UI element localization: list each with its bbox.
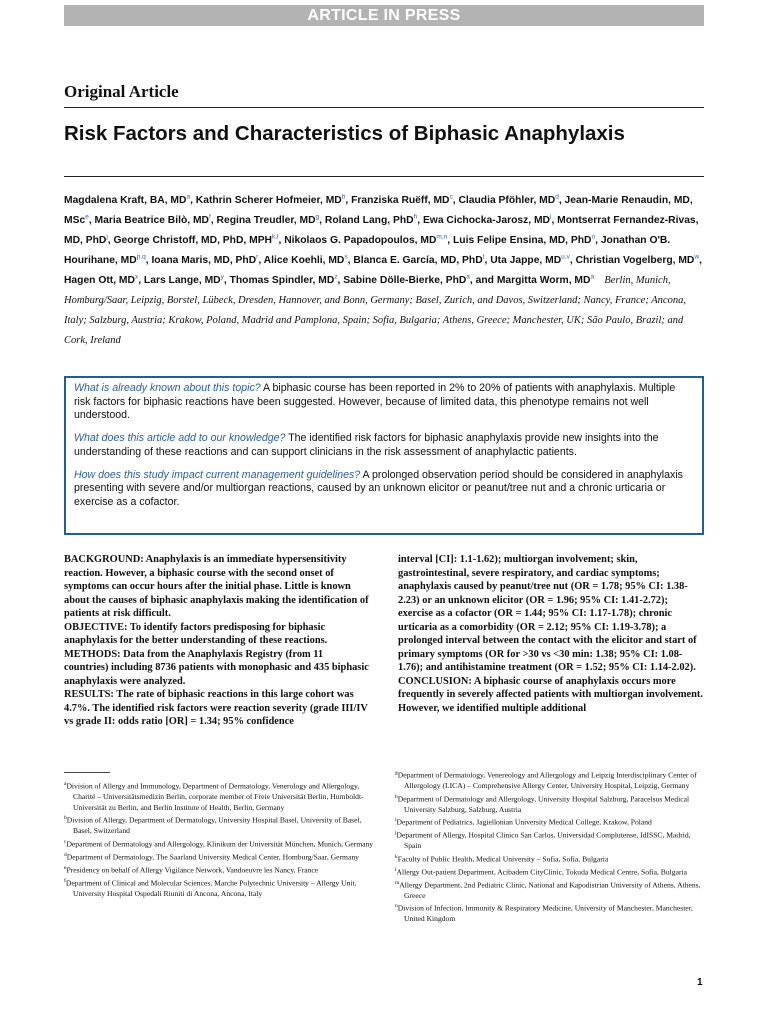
footnote-text: Department of Pediatrics, Jagiellonian University Medical College, Krakow, Poland [396, 817, 652, 827]
affiliation-footnote [395, 792, 709, 816]
header-rule [64, 107, 704, 108]
author-affiliation-marker: d [555, 193, 559, 201]
key-points-box [64, 376, 704, 535]
author-name: Sabine Dölle-Bierke, PhD [343, 275, 467, 286]
author-affiliation-marker: m,n [436, 233, 448, 241]
footnote-marker: n [395, 903, 398, 910]
author-affiliation-marker: i [549, 213, 552, 221]
author-name: Maria Beatrice Bilò, MD [94, 215, 209, 226]
abstract-conclusion: CONCLUSION: A biphasic course of anaphylaxis occurs more frequently in severely affected patients with multiorgan involvement. However, we identified multiple additional [398, 675, 703, 714]
page-number: 1 [697, 977, 703, 988]
footnote-marker: a [64, 781, 67, 787]
abstract-objective: OBJECTIVE: To identify factors predisposing for biphasic anaphylaxis for the better understanding of these reactions. [64, 621, 328, 646]
affiliation-footnote [395, 828, 709, 852]
footnotes-right [395, 768, 709, 925]
author-affiliation-marker: s [344, 253, 348, 261]
footnote-text: Department of Dermatology, Venereology and Allergology and Leipzig Interdisciplinary Center of Allergology (LICA) – Comprehensive Allergy Center, University Hospital, Leipzig, Germany [397, 770, 697, 791]
footnote-text: Division of Allergy, Department of Dermatology, University Hospital Basel, University of Basel, Basel, Switzerland [66, 815, 362, 836]
author-affiliation-marker: z [334, 273, 338, 281]
author-affiliation-marker: a [186, 193, 191, 201]
key-point-1 [74, 382, 694, 423]
title-rule [64, 176, 704, 177]
author-affiliation-marker: r [256, 253, 259, 261]
footnote-text: Division of Allergy and Immunology, Department of Dermatology, Venerology and Allergology, Charité – Universitätsmedizin Berlin, corporate member of Freie Universität Berlin, Humboldt-Universität zu Berlin, and Berlin Institute of Health, Berlin, Germany [66, 781, 364, 812]
author-affiliation-marker: h [413, 213, 418, 221]
author-affiliation-marker: a [466, 273, 470, 281]
author-affiliation-marker: j [106, 233, 108, 241]
footnote-text: Department of Dermatology and Allergology, University Hospital Salzburg, Paracelsus Medical University Salzburg, Salzburg, Austria [397, 794, 690, 814]
abstract-results: RESULTS: The rate of biphasic reactions in this large cohort was 4.7%. The identified risk factors were reaction severity (grade III/IV vs grade II: odds ratio [OR] = 1.34; 95% confidence [64, 689, 368, 727]
author-affiliation-marker: t [482, 253, 485, 261]
footnote-text: Allergy Out-patient Department, Acibadem CityClinic, Tokuda Medical Centre, Sofia, Bulgaria [396, 867, 687, 877]
affiliation-footnote [64, 850, 378, 863]
key-point-answer: A prolonged observation period should be considered in anaphylaxis presenting with severe and/or multiorgan reactions, caused by an unknown elicitor or peanut/tree nut and a chronic urticaria or exercise as a cofactor. [74, 468, 683, 508]
affiliation-footnote [395, 852, 709, 865]
author-affiliation-marker: u,v [561, 253, 570, 261]
footnote-marker: k [395, 853, 398, 860]
affiliation-footnote [395, 901, 709, 925]
key-point-2 [74, 432, 694, 459]
author-name: Hagen Ott, MD [64, 275, 135, 286]
affiliation-locations: Berlin, Munich, Homburg/Saar, Leipzig, Borstel, Lübeck, Dresden, Hannover, and Bonn, Germany; Basel, Zurich, and Davos, Switzerland; Nancy, France; Ancona, Italy; Salzburg, Austria; Krakow, Poland, Madrid and Pamplona, Spain; Sofia, Bulgaria; Athens, Greece; Manchester, UK; São Paulo, Brazil; and Cork, Ireland [64, 275, 686, 346]
article-in-press-banner: ARTICLE IN PRESS [64, 5, 704, 26]
author-name: Magdalena Kraft, BA, MD [64, 195, 187, 206]
author-name: Franziska Ruëff, MD [351, 195, 450, 206]
key-point-answer: A biphasic course has been reported in 2% to 20% of patients with anaphylaxis. Multiple risk factors for biphasic reactions have been suggested. However, because of limited data, this phenotype remains not well understood. [74, 382, 676, 421]
key-point-3 [74, 469, 694, 510]
footnote-text: Allergy Department, 2nd Pediatric Clinic, National and Kapodistrian University of Athens, Athens, Greece [399, 880, 701, 900]
footnote-rule [64, 772, 110, 773]
author-name: Thomas Spindler, MD [229, 275, 335, 286]
author-name: Jonathan O'B. Hourihane, MD [64, 235, 671, 266]
key-point-question: What is already known about this topic? [74, 382, 261, 394]
footnote-marker: m [395, 879, 400, 886]
abstract-left-column [64, 553, 370, 729]
author-name: Montserrat Fernandez-Rivas, MD, PhD [64, 215, 699, 246]
author-name: Roland Lang, PhD [324, 215, 414, 226]
footnote-text: Department of Dermatology and Allergology, Klinikum der Universität München, Munich, Germany [66, 839, 374, 849]
author-name: Luis Felipe Ensina, MD, PhD [453, 235, 592, 246]
abstract-right-column [398, 553, 704, 715]
footnote-marker: j [395, 830, 397, 837]
author-name: Nikolaos G. Papadopoulos, MD [284, 235, 437, 246]
footnote-text: Presidency on behalf of Allergy Vigilance Network, Vandoeuvre les Nancy, France [66, 865, 319, 875]
author-name: Kathrin Scherer Hofmeier, MD [195, 195, 342, 206]
footnote-text: Division of Infection, Immunity & Respiratory Medicine, University of Manchester, Manchester, United Kingdom [397, 903, 693, 924]
key-point-answer: The identified risk factors for biphasic anaphylaxis provide new insights into the understanding of these reactions and can support clinicians in the risk assessment of anaphylactic patients. [74, 432, 659, 458]
footnotes-left [64, 779, 378, 899]
footnote-marker: e [64, 864, 67, 871]
footnote-marker: d [64, 851, 67, 858]
author-affiliation-marker: f [209, 213, 211, 221]
section-label: Original Article [64, 82, 179, 101]
affiliation-footnote [64, 779, 378, 813]
affiliation-footnote [64, 837, 378, 850]
footnote-marker: l [395, 866, 397, 873]
key-point-question: What does this article add to our knowledge? [74, 432, 286, 444]
author-name: Blanca E. García, MD, PhD [353, 255, 483, 266]
footnote-text: Department of Dermatology, The Saarland University Medical Center, Homburg/Saar, Germany [66, 852, 359, 862]
author-affiliation-marker: p,q [136, 253, 146, 261]
footnote-text: Department of Clinical and Molecular Sciences, Marche Polytechnic University – Allergy Unit, University Hospital Ospedali Riuniti di Ancona, Ancona, Italy [65, 878, 357, 898]
article-title: Risk Factors and Characteristics of Biphasic Anaphylaxis [64, 122, 625, 145]
affiliation-footnote [64, 813, 378, 837]
author-list: Magdalena Kraft, BA, $MD^a$, Kathrin Scherer Hofmeier, $MD^b$, Franziska Ruëff, $MD^c$, Claudia Pföhler, $MD^d$, Jean-Marie Renaudin, MD, MSc$^e$, Maria Beatrice Bilò, $MD^f$, Regina Treudler, $MD^g$, Roland Lang, PhD$^h$, Ewa Cichocka-Jarosz, $MD^i$, Montserrat Fernandez-Rivas, MD, PhD$^j$, George Christoff, MD, PhD, MPH$^{k,l}$, Nikolaos G. Papadopoulos, MD$^{m,n}$, Luis Felipe Ensina, MD, PhD$^o$, Jonathan O'B. Hourihane, MD$^{p,q}$, Ioana Maris, MD, PhD$^r$, Alice Koehli, $MD^s$, Blanca E. García, MD, PhD$^t$, Uta Jappe, MD$^{u,v}$, Christian Vogelberg, $MD^w$, Hagen Ott, $MD^x$, Lars Lange, $MD^y$, Thomas Spindler, $MD^z$, Sabine Dölle-Bierke, PhD$^a$, and Margitta Worm, $MD^a$ Berlin, Munich, Homburg/Saar, Leipzig, Borstel, Lübeck, Dresden, Hannover, and Bonn, Germany; Basel, Zurich, and Davos, Switzerland; Nancy, France; Ancona, Italy; Salzburg, Austria; Krakow, Poland, Madrid and Pamplona, Spain; Sofia, Bulgaria; Athens, Greece; Manchester, UK; São Paulo, Brazil; and Cork, Ireland [64, 193, 702, 346]
author-affiliation-marker: o [591, 233, 596, 241]
author-name: Claudia Pföhler, MD [458, 195, 556, 206]
author-name: Lars Lange, MD [143, 275, 221, 286]
footnote-marker: b [64, 815, 67, 822]
affiliation-footnote [64, 863, 378, 876]
affiliation-footnote [395, 865, 709, 878]
author-name: Regina Treudler, MD [216, 215, 316, 226]
author-name: Jean-Marie Renaudin, MD, MSc [64, 195, 693, 226]
author-name: Christian Vogelberg, MD [575, 255, 695, 266]
author-affiliation-marker: x [134, 273, 139, 281]
footnote-marker: g [395, 770, 398, 776]
author-affiliation-marker: e [85, 213, 89, 221]
author-affiliation-marker: y [220, 273, 224, 281]
author-name: Ewa Cichocka-Jarosz, MD [422, 215, 550, 226]
affiliation-footnote [395, 815, 709, 828]
key-point-question: How does this study impact current management guidelines? [74, 468, 361, 481]
author-name: Alice Koehli, MD [263, 255, 345, 266]
footnote-marker: f [64, 877, 66, 884]
author-name: Ioana Maris, MD, PhD [151, 255, 257, 266]
author-affiliation-marker: c [449, 193, 453, 201]
abstract-background: BACKGROUND: Anaphylaxis is an immediate hypersensitivity reaction. However, a biphasic course with the second onset of symptoms can occur hours after the initial phase. Little is known about the causes of biphasic anaphylaxis making the identification of patients at risk difficult. [64, 554, 369, 619]
author-name: Margitta Worm, MD [496, 275, 591, 286]
affiliation-footnote [395, 878, 709, 902]
abstract-results-cont: interval [CI]: 1.1-1.62); multiorgan involvement; skin, gastrointestinal, severe respiratory, and cardiac symptoms; anaphylaxis caused by peanut/tree nut (OR = 1.78; 95% CI: 1.38-2.23) or an unknown elicitor (OR = 1.96; 95% CI: 1.41-2.72); exercise as a cofactor (OR = 1.44; 95% CI: 1.17-1.78); chronic urticaria as a comorbidity (OR = 2.12; 95% CI: 1.19-3.78); a prolonged interval between the contact with the elicitor and start of primary symptoms (OR for >30 vs <30 min: 1.38; 95% CI: 1.08-1.76); and antihistamine treatment (OR = 1.52; 95% CI: 1.14-2.02). [398, 554, 697, 673]
footnote-marker: h [395, 793, 398, 800]
author-affiliation-marker: w [694, 253, 700, 261]
author-affiliation-marker: g [315, 213, 320, 221]
footnote-text: Department of Allergy, Hospital Clinico San Carlos, Universidad Complutense, IdISSC, Madrid, Spain [396, 830, 691, 851]
author-affiliation-marker: k,l [272, 233, 279, 241]
footnote-marker: c [64, 838, 67, 845]
author-name: Uta Jappe, MD [490, 255, 562, 266]
footnote-marker: i [395, 817, 397, 824]
footnote-text: Faculty of Public Health, Medical University – Sofia, Sofia, Bulgaria [397, 854, 609, 864]
author-affiliation-marker: b [341, 193, 346, 201]
affiliation-footnote [64, 876, 378, 900]
author-name: George Christoff, MD, PhD, MPH [113, 235, 272, 246]
affiliation-footnote [395, 768, 709, 792]
abstract-methods: METHODS: Data from the Anaphylaxis Registry (from 11 countries) including 8736 patients with monophasic and 435 biphasic anaphylaxis were analyzed. [64, 648, 369, 687]
author-affiliation-marker: a [590, 273, 595, 281]
